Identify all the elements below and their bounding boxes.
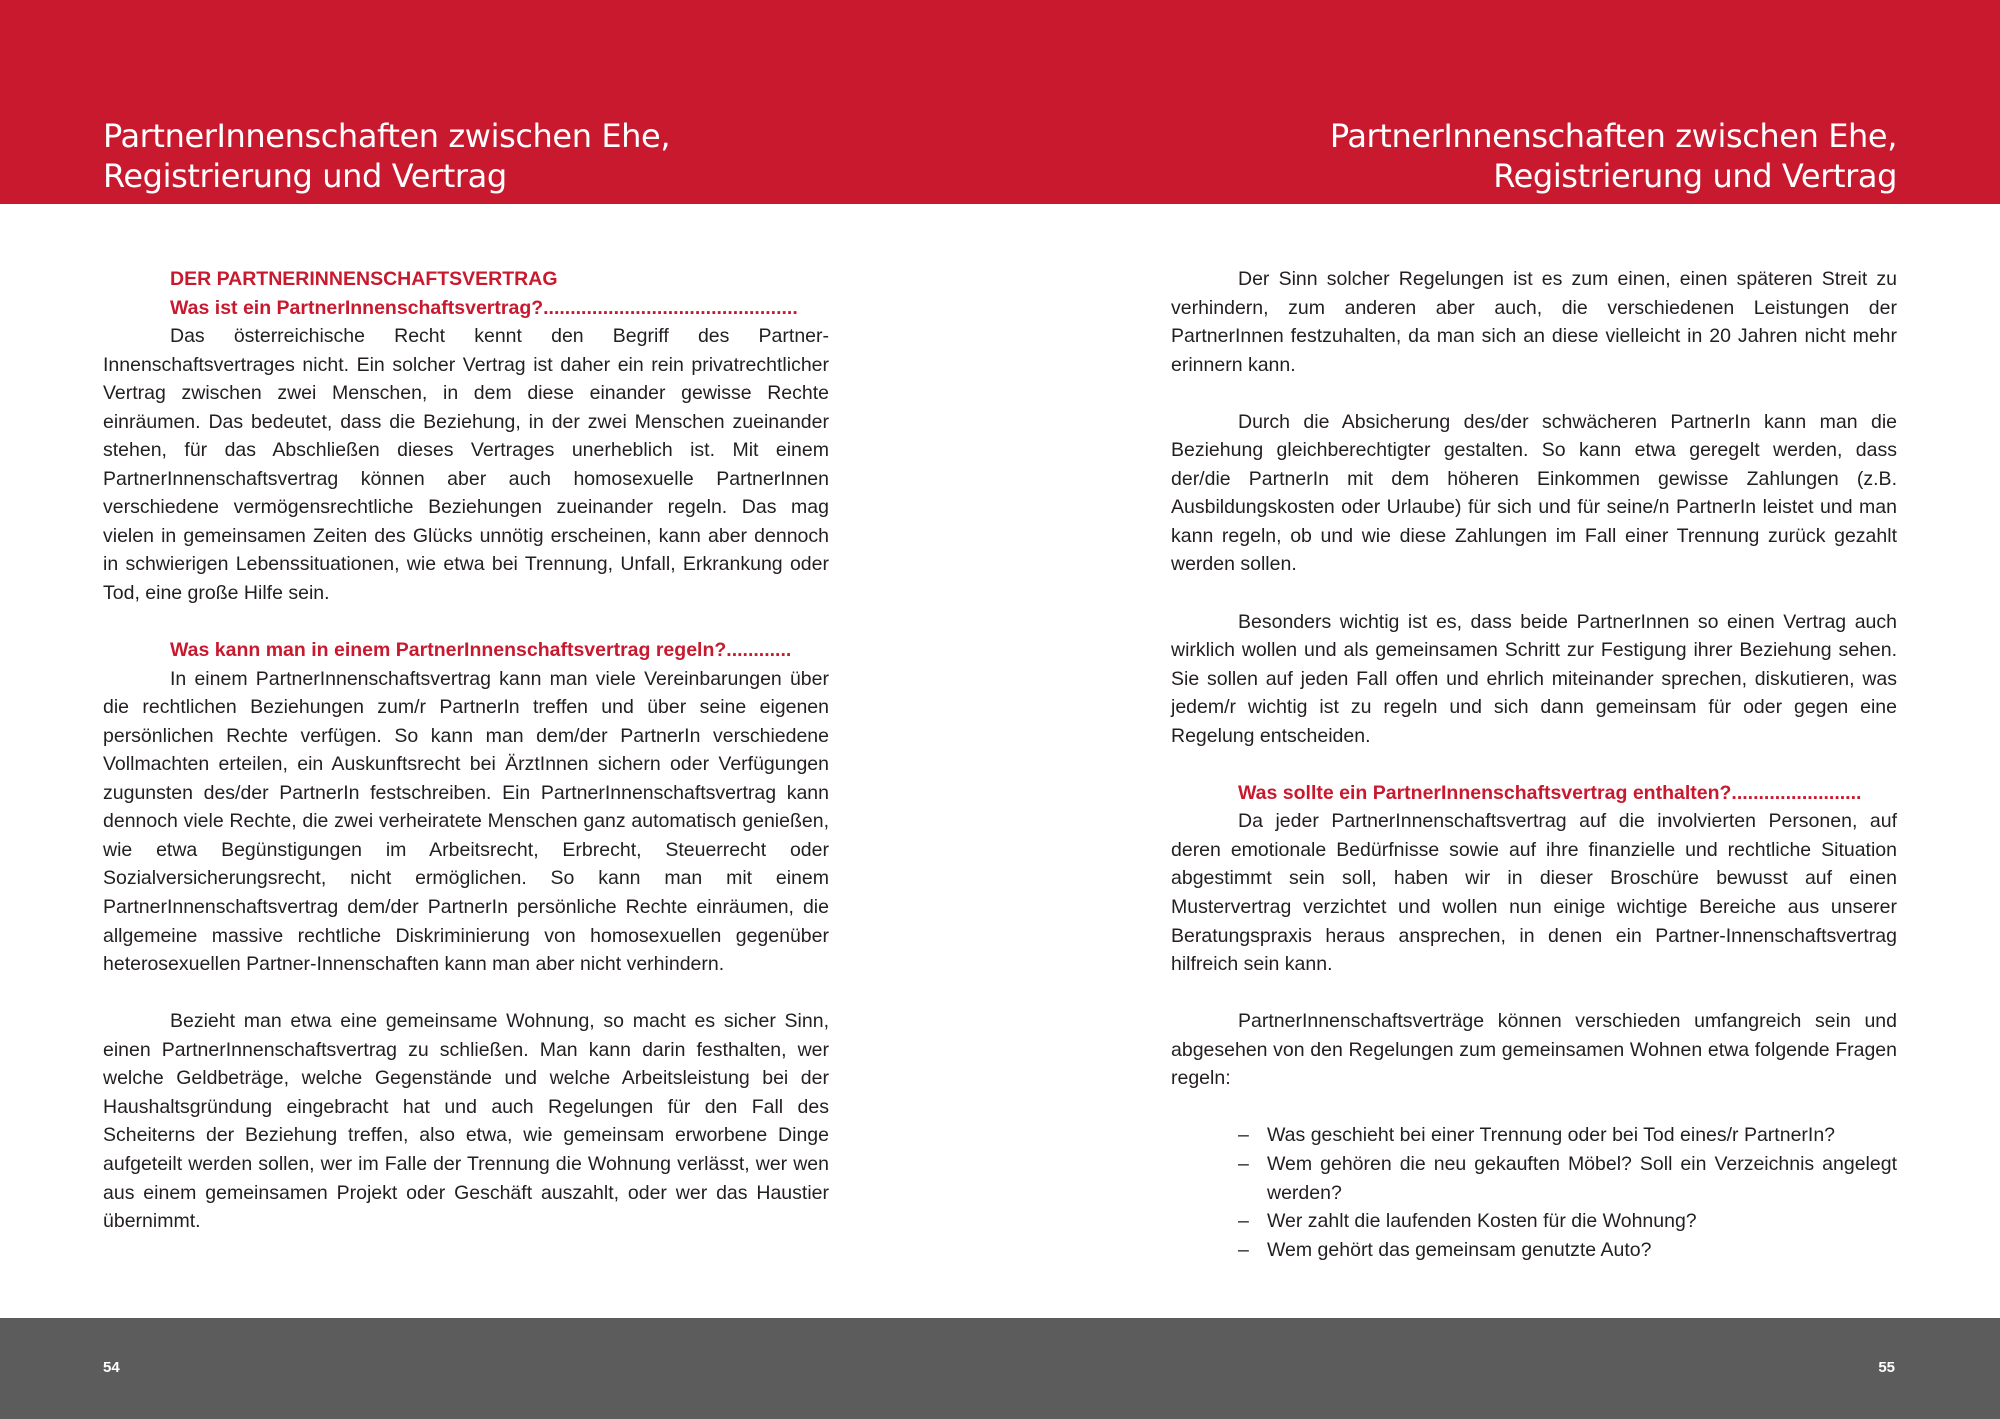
list-item: – Was geschieht bei einer Trennung oder bei Tod eines/r PartnerIn? <box>1238 1121 1897 1150</box>
list-item: – Wem gehören die neu gekauften Möbel? Soll ein Verzeichnis angelegt werden? <box>1238 1150 1897 1207</box>
question-heading-2: Was kann man in einem PartnerInnenschaftsvertrag regeln?............ <box>170 639 792 662</box>
section-title: DER PARTNERINNENSCHAFTSVERTRAG <box>170 268 558 290</box>
paragraph-6: Besonders wichtig ist es, dass beide PartnerInnen so einen Vertrag auch wirklich wollen und als gemeinsamen Schritt zur Festigung ihrer Beziehung sehen. Sie sollen auf jeden Fall offen und ehrlich miteinander sprechen, diskutieren, was jedem/r wichtig ist zu regeln und sich dann gemeinsam für oder gegen eine Regelung entscheiden. <box>1171 610 1897 747</box>
right-page-column <box>1171 265 1897 1264</box>
paragraph-4: Der Sinn solcher Regelungen ist es zum einen, einen späteren Streit zu verhindern, zum anderen aber auch, die verschiedenen Leistungen der PartnerInnen festzuhalten, da man sich an diese vielleicht in 20 Jahren nicht mehr erinnern kann. <box>1171 268 1897 376</box>
page-number-right: 55 <box>1878 1359 1895 1376</box>
question-heading-1: Was ist ein PartnerInnenschaftsvertrag?............................................... <box>170 296 798 319</box>
paragraph-3: Bezieht man etwa eine gemeinsame Wohnung, so macht es sicher Sinn, einen PartnerInnenschaftsvertrag zu schließen. Man kann darin festhalten, wer welche Geldbeträge, welche Gegenstände und welche Arbeitsleistung bei der Haushaltsgründung eingebracht hat und auch Regelungen für den Fall des Scheiterns der Beziehung treffen, also etwa, wie gemeinsam erworbene Dinge aufgeteilt werden sollen, wer im Falle der Trennung die Wohnung verlässt, wer wen aus einem gemeinsamen Projekt oder Geschäft auszahlt, oder wer das Haustier übernimmt. <box>103 1010 829 1233</box>
list-item: – Wer zahlt die laufenden Kosten für die Wohnung? <box>1238 1207 1897 1236</box>
left-header-line-2: Registrierung und Vertrag <box>103 157 507 195</box>
paragraph-5: Durch die Absicherung des/der schwächeren PartnerIn kann man die Beziehung gleichberechtigter gestalten. So kann etwa geregelt werden, dass der/die PartnerIn mit dem höheren Einkommen gewisse Zahlungen (z.B. Ausbildungskosten oder Urlaube) für sich und für seine/n PartnerIn leistet und man kann regeln, ob und wie diese Zahlungen im Fall einer Trennung zurück gezahlt werden sollen. <box>1171 410 1897 576</box>
question-heading-3: Was sollte ein PartnerInnenschaftsvertrag enthalten?........................ <box>1238 781 1862 804</box>
paragraph-7: Da jeder PartnerInnenschaftsvertrag auf die involvierten Personen, auf deren emotionale Bedürfnisse sowie auf ihre finanzielle und rechtliche Situation abgestimmt sein soll, haben wir in dieser Broschüre bewusst auf einen Mustervertrag verzichtet und wollen nun einige wichtige Bereiche aus unserer Beratungspraxis heraus ansprechen, in denen ein Partner-Innenschaftsvertrag hilfreich sein kann. <box>1171 810 1897 976</box>
list-item: – Wem gehört das gemeinsam genutzte Auto? <box>1238 1236 1897 1265</box>
paragraph-8: PartnerInnenschaftsverträge können verschieden umfangreich sein und abgesehen von den Regelungen zum gemeinsamen Wohnen etwa folgende Fragen regeln: <box>1171 1010 1897 1090</box>
left-header-line-1: PartnerInnenschaften zwischen Ehe, <box>103 117 671 155</box>
paragraph-2: In einem PartnerInnenschaftsvertrag kann man viele Vereinbarungen über die rechtlichen Beziehungen zum/r PartnerIn treffen und über seine eigenen persönlichen Rechte verfügen. So kann man dem/der PartnerIn verschiedene Vollmachten erteilen, ein Auskunftsrecht bei ÄrztInnen sichern oder Verfügungen zugunsten des/der PartnerIn festschreiben. Ein PartnerInnenschaftsvertrag kann dennoch viele Rechte, die zwei verheiratete Menschen ganz automatisch genießen, wie etwa Begünstigungen im Arbeitsrecht, Erbrecht, Steuerrecht oder Sozialversicherungsrecht, nicht ermöglichen. So kann man mit einem PartnerInnenschaftsvertrag dem/der PartnerIn persönliche Rechte einräumen, die allgemeine massive rechtliche Diskriminierung von homosexuellen gegenüber heterosexuellen Partner-Innenschaften kann man aber nicht verhindern. <box>103 667 829 976</box>
page-number-left: 54 <box>103 1359 120 1376</box>
left-page-header-title <box>103 116 743 196</box>
paragraph-1: Das österreichische Recht kennt den Begriff des Partner-Innenschaftsvertrages nicht. Ein solcher Vertrag ist daher ein rein privatrechtlicher Vertrag zwischen zwei Menschen, in dem diese einander gewisse Rechte einräumen. Das bedeutet, dass die Beziehung, in der zwei Menschen zueinander stehen, für das Abschließen dieses Vertrages unerheblich ist. Mit einem PartnerInnenschaftsvertrag können aber auch homosexuelle PartnerInnen verschiedene vermögensrechtliche Beziehungen zueinander regeln. Das mag vielen in gemeinsamen Zeiten des Glücks unnötig erscheinen, kann aber dennoch in schwierigen Lebenssituationen, wie etwa bei Trennung, Unfall, Erkrankung oder Tod, eine große Hilfe sein. <box>103 325 829 605</box>
footer-band <box>0 1318 2000 1419</box>
question-list <box>1171 1121 1897 1264</box>
right-header-line-1: PartnerInnenschaften zwischen Ehe, <box>1329 117 1897 155</box>
left-page-column <box>103 265 829 1236</box>
right-header-line-2: Registrierung und Vertrag <box>1493 157 1897 195</box>
right-page-header-title <box>1257 116 1897 196</box>
